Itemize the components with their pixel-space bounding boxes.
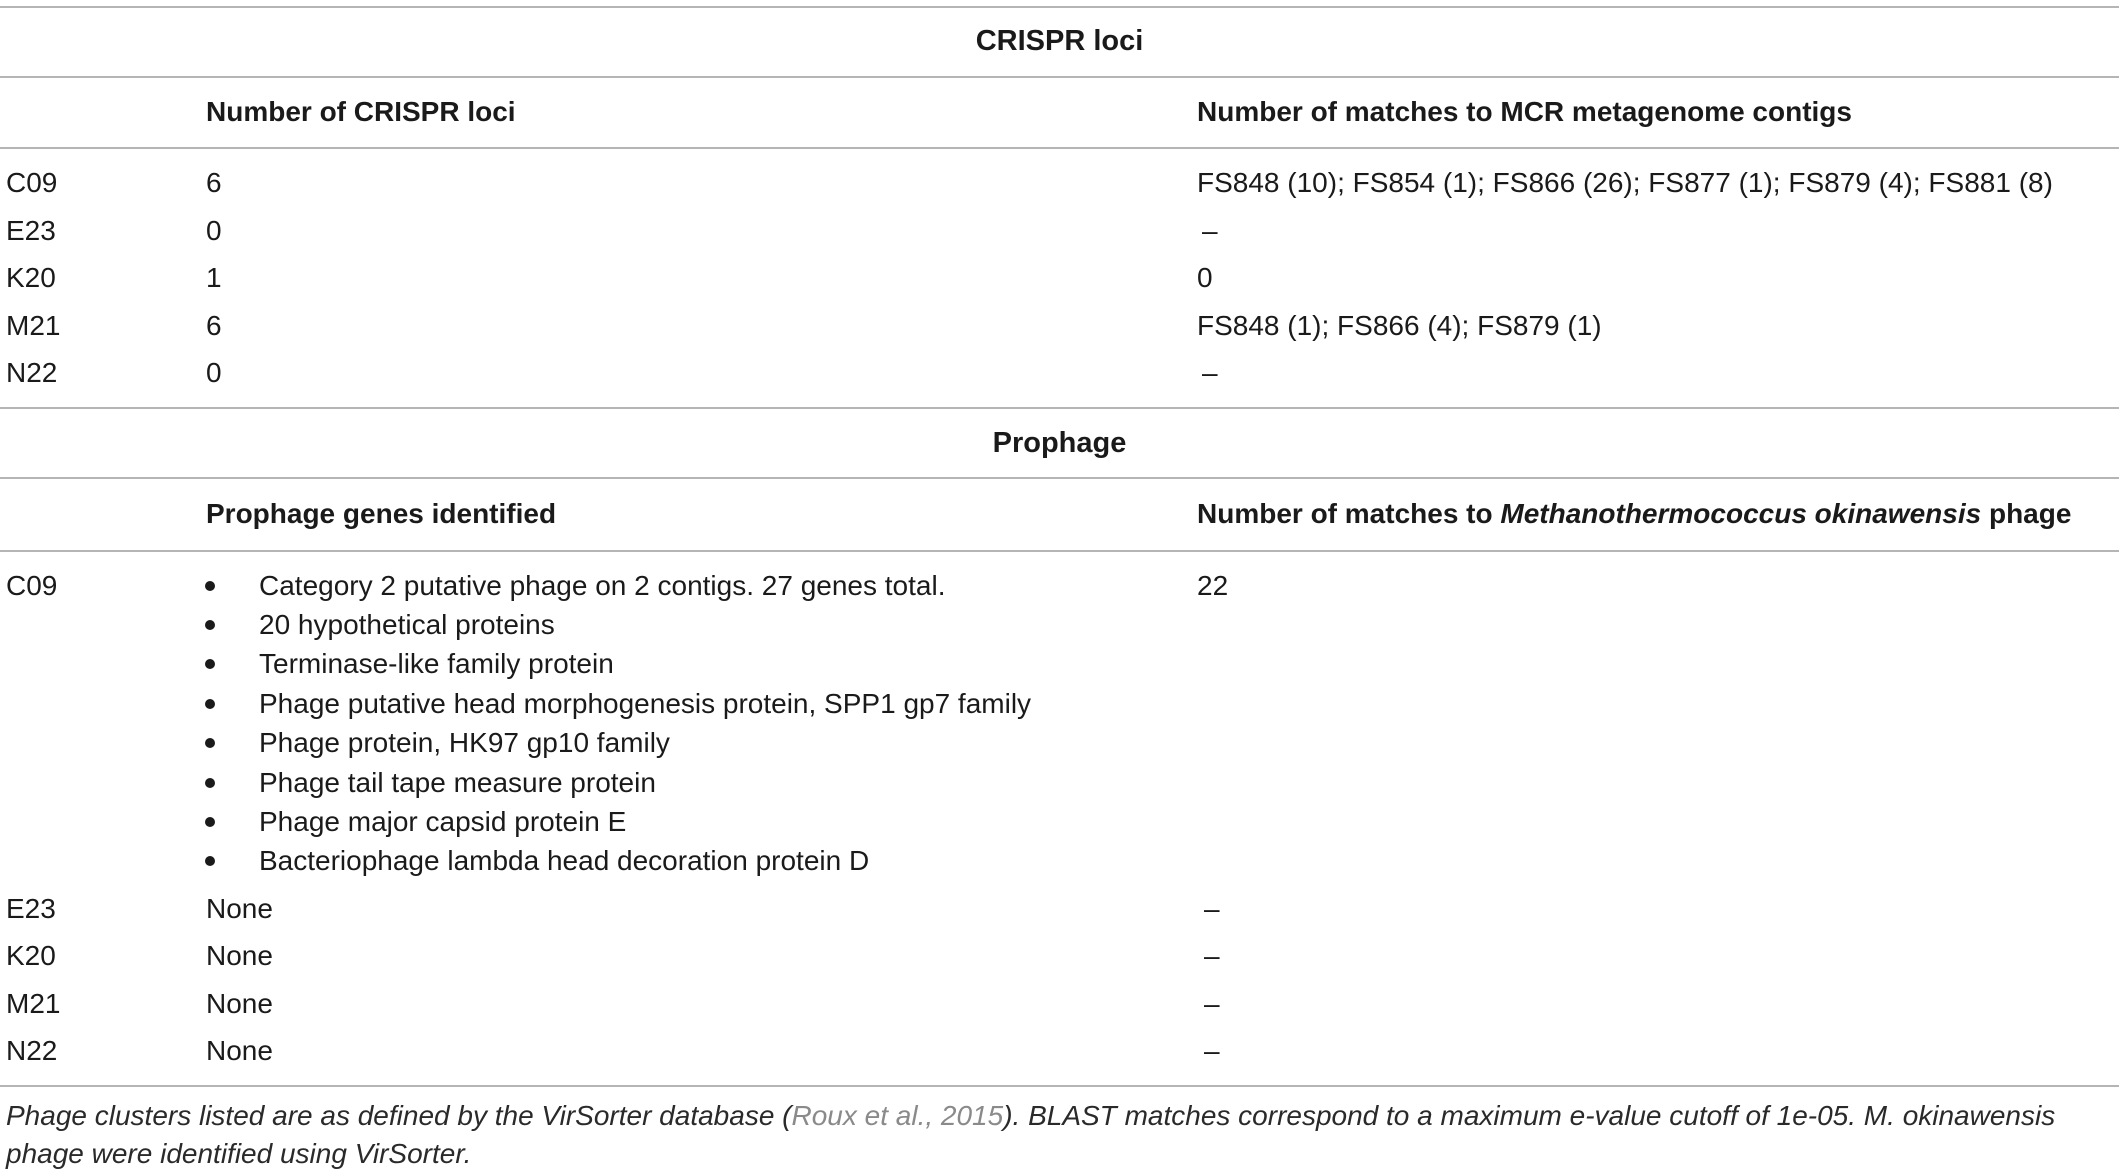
loci-cell: 0 [206, 215, 222, 246]
strain-cell: E23 [6, 215, 56, 246]
crispr-col-header-loci: Number of CRISPR loci [206, 96, 516, 127]
strain-cell: M21 [6, 310, 61, 341]
matches-cell: 22 [1197, 570, 1229, 601]
strain-cell: C09 [6, 167, 58, 198]
gene-label: Terminase-like family protein [259, 648, 614, 679]
prophage-header-rule [0, 550, 2119, 552]
genes-cell: None [206, 988, 273, 1019]
bullet-icon [205, 620, 215, 630]
footnote-text: phage were identified using VirSorter. [6, 1138, 472, 1169]
strain-cell: M21 [6, 988, 61, 1019]
bullet-icon [205, 738, 215, 748]
genes-cell: None [206, 940, 273, 971]
header-prefix: Number of matches to [1197, 498, 1501, 529]
gene-label: Category 2 putative phage on 2 contigs. 27 genes total. [259, 570, 946, 601]
bullet-icon [205, 699, 215, 709]
matches-cell: FS848 (10); FS854 (1); FS866 (26); FS877 (1); FS879 (4); FS881 (8) [1197, 167, 2053, 198]
matches-cell: – [1202, 215, 1218, 246]
bottom-rule [0, 1085, 2119, 1087]
header-suffix: phage [1981, 498, 2072, 529]
gene-label: Phage putative head morphogenesis protein, SPP1 gp7 family [259, 688, 1032, 719]
matches-cell: FS848 (1); FS866 (4); FS879 (1) [1197, 310, 1602, 341]
gene-label: Phage major capsid protein E [259, 806, 627, 837]
strain-cell: E23 [6, 893, 56, 924]
gene-label: Phage tail tape measure protein [259, 767, 656, 798]
loci-cell: 6 [206, 310, 222, 341]
prophage-title-rule [0, 477, 2119, 479]
matches-cell: – [1202, 357, 1218, 388]
strain-cell: K20 [6, 940, 56, 971]
strain-cell: K20 [6, 262, 56, 293]
crispr-col-header-matches: Number of matches to MCR metagenome contigs [1197, 96, 1852, 127]
species-name: Methanothermococcus okinawensis [1500, 498, 1982, 529]
bullet-icon [205, 817, 215, 827]
footnote-text: Phage clusters listed are as defined by the VirSorter database ( [6, 1100, 792, 1131]
bullet-icon [205, 659, 215, 669]
prophage-col-header-matches [1197, 494, 2071, 534]
matches-cell: – [1204, 940, 1220, 971]
bullet-icon [205, 778, 215, 788]
strain-cell: N22 [6, 1035, 58, 1066]
loci-cell: 6 [206, 167, 222, 198]
genes-cell: None [206, 893, 273, 924]
strain-cell: N22 [6, 357, 58, 388]
gene-label: Phage protein, HK97 gp10 family [259, 727, 670, 758]
bullet-icon [205, 856, 215, 866]
matches-cell: – [1204, 1035, 1220, 1066]
crispr-title-rule [0, 76, 2119, 78]
matches-cell: 0 [1197, 262, 1213, 293]
loci-cell: 0 [206, 357, 222, 388]
footnote-text: ). BLAST matches correspond to a maximum e-value cutoff of 1e-05. M. okinawensis [1003, 1100, 2056, 1131]
bullet-icon [205, 581, 215, 591]
crispr-header-rule [0, 147, 2119, 149]
strain-cell: C09 [6, 570, 58, 601]
loci-cell: 1 [206, 262, 222, 293]
gene-label: 20 hypothetical proteins [259, 609, 555, 640]
genes-cell: None [206, 1035, 273, 1066]
prophage-col-header-genes: Prophage genes identified [206, 498, 557, 529]
section-divider-rule [0, 407, 2119, 409]
matches-cell: – [1204, 893, 1220, 924]
matches-cell: – [1204, 988, 1220, 1019]
prophage-section-title: Prophage [992, 427, 1127, 459]
table-footnote [6, 1097, 2106, 1173]
top-rule [0, 6, 2119, 8]
crispr-section-title: CRISPR loci [975, 25, 1144, 57]
citation-link[interactable]: Roux et al., 2015 [791, 1100, 1004, 1131]
gene-label: Bacteriophage lambda head decoration protein D [259, 845, 870, 876]
